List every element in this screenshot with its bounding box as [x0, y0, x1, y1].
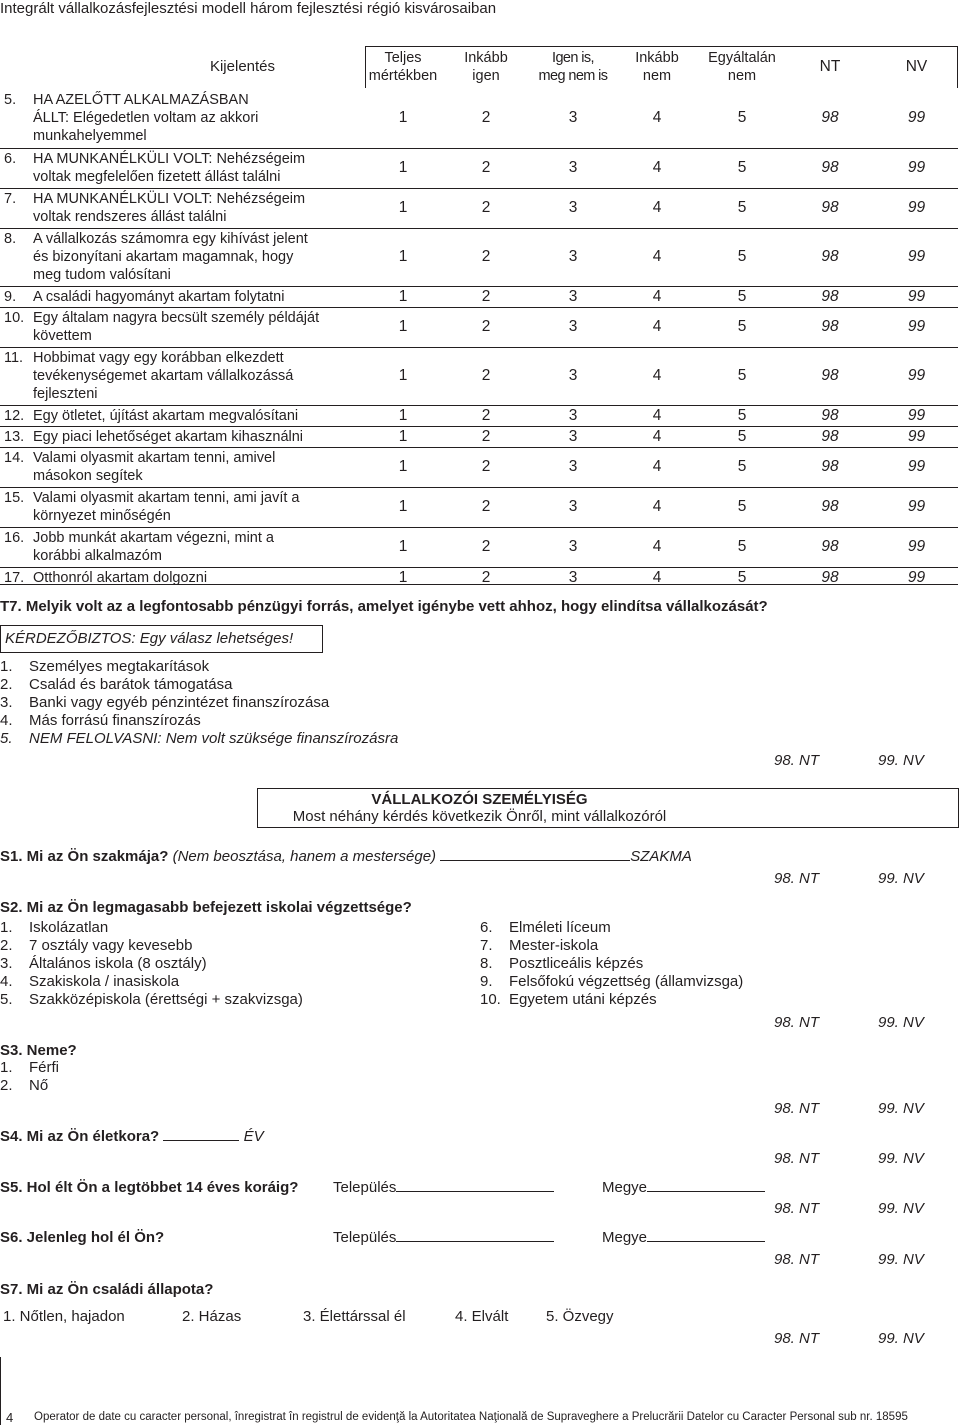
scale-option-5[interactable]: 5 [737, 108, 747, 126]
scale-option-7[interactable]: 99 [907, 318, 926, 335]
scale-option-4[interactable]: 4 [652, 538, 662, 555]
header-col-1: Teljes mértékben [368, 50, 438, 84]
option-label: Elméleti líceum [509, 919, 611, 936]
s6-question: S6. Jelenleg hol él Ön? [0, 1229, 165, 1246]
option-number: 5. [0, 730, 13, 747]
page-header: Integrált vállalkozásfejlesztési modell három fejlesztési régió kisvárosaiban [0, 0, 497, 17]
s7-option-2[interactable]: 2. Házas [182, 1308, 242, 1325]
scale-option-2[interactable]: 2 [481, 159, 491, 176]
header-col-3: Igen is, meg nem is [538, 50, 608, 84]
option-number: 8. [480, 955, 493, 972]
option-item[interactable] [480, 973, 743, 991]
option-number: 10. [480, 991, 501, 1008]
s7-nt: 98. NT [774, 1330, 820, 1347]
s4-question: S4. Mi az Ön életkora? ÉV [0, 1128, 264, 1145]
scale-option-2[interactable]: 2 [481, 108, 491, 126]
header-statement: Kijelentés [209, 58, 276, 75]
scale-option-4[interactable]: 4 [652, 568, 662, 586]
section-subtitle: Most néhány kérdés következik Önről, mint vállalkozóról [292, 808, 667, 825]
scale-option-2[interactable]: 2 [481, 538, 491, 555]
row-text-line: HA MUNKANÉLKÜLI VOLT: Nehézségeim [33, 191, 306, 207]
option-number: 7. [480, 937, 493, 954]
scale-option-1[interactable]: 1 [398, 108, 408, 126]
option-number: 1. [0, 1059, 13, 1076]
header-nv: NV [905, 58, 928, 75]
scale-option-3[interactable]: 3 [568, 159, 578, 176]
scale-option-1[interactable]: 1 [398, 568, 408, 586]
scale-option-4[interactable]: 4 [652, 248, 662, 265]
footer-side-rule [0, 1357, 1, 1425]
s2-options-right [480, 919, 743, 1009]
scale-option-2[interactable]: 2 [481, 498, 491, 515]
option-label: Általános iskola (8 osztály) [29, 955, 207, 972]
s7-option-1[interactable]: 1. Nőtlen, hajadon [3, 1308, 125, 1325]
t7-nt: 98. NT [774, 752, 820, 769]
option-item[interactable] [0, 658, 398, 676]
option-number: 2. [0, 937, 13, 954]
scale-option-5[interactable]: 5 [737, 498, 747, 515]
scale-option-7[interactable]: 99 [907, 458, 926, 475]
scale-option-4[interactable]: 4 [652, 199, 662, 216]
scale-option-2[interactable]: 2 [481, 199, 491, 216]
row-text-line: Egy piaci lehetőséget akartam kihasználni [33, 428, 304, 445]
s3-nt: 98. NT [774, 1100, 820, 1117]
row-number: 14. [4, 450, 25, 466]
scale-option-1[interactable]: 1 [398, 287, 408, 305]
scale-option-2[interactable]: 2 [481, 568, 491, 586]
scale-option-3[interactable]: 3 [568, 427, 578, 445]
table-bottom-rule [0, 584, 958, 585]
row-text-line: voltak megfelelően fizetett állást találni [33, 169, 281, 185]
row-number: 13. [4, 428, 25, 445]
scale-option-2[interactable]: 2 [481, 318, 491, 335]
scale-option-2[interactable]: 2 [481, 458, 491, 475]
row-statement [0, 286, 365, 307]
row-text-line: voltak rendszeres állást találni [33, 209, 227, 225]
scale-option-6[interactable]: 98 [821, 287, 839, 305]
scale-option-3[interactable]: 3 [568, 248, 578, 265]
row-statement [0, 527, 365, 567]
option-label: Család és barátok támogatása [29, 676, 233, 693]
option-label: Egyetem utáni képzés [509, 991, 657, 1008]
scale-option-6[interactable]: 98 [821, 199, 839, 216]
s3-nv: 99. NV [878, 1100, 924, 1117]
row-text-line: Valami olyasmit akartam tenni, ami javít a [33, 490, 300, 506]
option-item[interactable] [480, 991, 743, 1009]
table-row [0, 527, 958, 567]
scale-option-3[interactable]: 3 [568, 287, 578, 305]
row-text [33, 309, 328, 345]
option-item[interactable] [0, 694, 398, 712]
row-statement [0, 405, 365, 426]
scale-option-7[interactable]: 99 [907, 108, 926, 126]
scale-option-5[interactable]: 5 [737, 538, 747, 555]
row-number: 6. [4, 151, 17, 167]
row-text-line: fejleszteni [33, 386, 98, 402]
scale-option-6[interactable]: 98 [821, 538, 839, 555]
scale-option-6[interactable]: 98 [821, 406, 839, 424]
row-text-line: HA MUNKANÉLKÜLI VOLT: Nehézségeim [33, 151, 306, 167]
likert-table [0, 46, 958, 588]
s1-question: S1. Mi az Ön szakmája? (Nem beosztása, hanem a mestersége) SZAKMA [0, 848, 692, 865]
scale-option-4[interactable]: 4 [652, 406, 662, 424]
s5-field2-line[interactable] [647, 1191, 765, 1192]
row-text-line: Egy ötletet, újítást akartam megvalósítani [33, 407, 299, 424]
row-text [33, 288, 328, 306]
option-label: Posztliceális képzés [509, 955, 644, 972]
option-number: 3. [0, 694, 13, 711]
scale-option-4[interactable]: 4 [652, 427, 662, 445]
s3-options [0, 1059, 59, 1095]
row-statement [0, 228, 365, 286]
scale-option-5[interactable]: 5 [737, 287, 747, 305]
s6-field2-line[interactable] [647, 1241, 765, 1242]
row-text-line: Egy általam nagyra becsült személy példáját [33, 310, 320, 326]
row-text [33, 529, 328, 565]
s7-nv: 99. NV [878, 1330, 924, 1347]
row-number: 12. [4, 407, 25, 424]
row-text [33, 91, 328, 145]
scale-option-7[interactable]: 99 [907, 406, 926, 424]
s7-option-3[interactable]: 3. Élettárssal él [303, 1308, 406, 1325]
option-item[interactable] [0, 919, 303, 937]
scale-option-1[interactable]: 1 [398, 318, 408, 335]
option-label: Felsőfokú végzettség (államvizsga) [509, 973, 744, 990]
scale-option-2[interactable]: 2 [481, 367, 491, 384]
row-text-line: környezet minőségén [33, 508, 171, 524]
row-text-line: meg tudom valósítani [33, 267, 171, 283]
option-number: 4. [0, 712, 13, 729]
scale-option-3[interactable]: 3 [568, 367, 578, 384]
scale-option-7[interactable]: 99 [907, 427, 926, 445]
row-number: 15. [4, 490, 25, 506]
t7-question: T7. Melyik volt az a legfontosabb pénzügyi forrás, amelyet igénybe vett ahhoz, hogy elindítsa vállalkozását? [0, 598, 768, 615]
option-label: NEM FELOLVASNI: Nem volt szüksége finanszírozásra [29, 730, 399, 747]
scale-option-7[interactable]: 99 [907, 287, 926, 305]
scale-option-4[interactable]: 4 [652, 287, 662, 305]
scale-option-6[interactable]: 98 [821, 427, 839, 445]
option-number: 6. [480, 919, 493, 936]
row-number: 7. [4, 191, 17, 207]
s4-nt: 98. NT [774, 1150, 820, 1167]
row-statement [0, 426, 365, 447]
table-row [0, 405, 958, 426]
table-header-divider [365, 46, 366, 88]
scale-option-5[interactable]: 5 [737, 159, 747, 176]
footer-text: Operator de date cu caracter personal, înregistrat în registrul de evidenţă la Autoritatea Naţională de Supraveghere a Prelucrării Datelor cu Caracter Personal sub nr. 18595 [34, 1411, 908, 1423]
scale-option-5[interactable]: 5 [737, 427, 747, 445]
t7-instruction: KÉRDEZŐBIZTOS: Egy válasz lehetséges! [5, 630, 294, 647]
s5-nv: 99. NV [878, 1200, 924, 1217]
s5-field2: Megye [602, 1179, 765, 1196]
row-number: 16. [4, 530, 25, 546]
row-text [33, 230, 328, 284]
row-text [33, 428, 328, 446]
scale-option-3[interactable]: 3 [568, 199, 578, 216]
table-row [0, 307, 958, 347]
scale-option-5[interactable]: 5 [737, 406, 747, 424]
scale-option-7[interactable]: 99 [907, 199, 926, 216]
table-top-rule [365, 46, 958, 47]
s2-nv: 99. NV [878, 1014, 924, 1031]
scale-option-4[interactable]: 4 [652, 159, 662, 176]
table-row [0, 148, 958, 188]
s7-option-5[interactable]: 5. Özvegy [546, 1308, 614, 1325]
row-text [33, 349, 328, 403]
row-text [33, 407, 328, 425]
row-statement [0, 447, 365, 487]
table-row [0, 447, 958, 487]
row-number: 11. [4, 350, 24, 366]
table-header-row [0, 46, 958, 88]
row-statement [0, 487, 365, 527]
option-label: Szakközépiskola (érettségi + szakvizsga) [29, 991, 303, 1008]
option-item[interactable] [0, 676, 398, 694]
option-item[interactable] [0, 991, 303, 1009]
s7-option-4[interactable]: 4. Elvált [455, 1308, 509, 1325]
row-text [33, 449, 328, 485]
option-label: Férfi [29, 1059, 59, 1076]
option-label: Mester-iskola [509, 937, 599, 954]
scale-option-7[interactable]: 99 [907, 498, 926, 515]
row-number: 8. [4, 231, 17, 247]
s4-answer-line[interactable] [163, 1140, 239, 1141]
s2-question: S2. Mi az Ön legmagasabb befejezett iskolai végzettsége? [0, 899, 412, 916]
row-statement [0, 88, 365, 148]
row-number: 9. [4, 288, 17, 305]
row-text-line: ÁLLT: Elégedetlen voltam az akkori [33, 109, 259, 126]
scale-option-6[interactable]: 98 [821, 108, 839, 126]
s1-nv: 99. NV [878, 870, 924, 887]
s5-question: S5. Hol élt Ön a legtöbbet 14 éves koráig? [0, 1179, 299, 1196]
s5-nt: 98. NT [774, 1200, 820, 1217]
table-row [0, 228, 958, 286]
scale-option-3[interactable]: 3 [568, 406, 578, 424]
scale-option-1[interactable]: 1 [398, 427, 408, 445]
s6-field2: Megye [602, 1229, 765, 1246]
option-item[interactable] [0, 1077, 59, 1095]
row-text-line: Valami olyasmit akartam tenni, amivel [33, 450, 276, 466]
row-text-line: Hobbimat vagy egy korábban elkezdett [33, 350, 284, 366]
s5-field1: Település [333, 1179, 554, 1196]
scale-option-6[interactable]: 98 [821, 318, 839, 335]
table-row [0, 487, 958, 527]
scale-option-3[interactable]: 3 [568, 498, 578, 515]
scale-option-3[interactable]: 3 [568, 568, 578, 586]
scale-option-4[interactable]: 4 [652, 318, 662, 335]
option-number: 4. [0, 973, 13, 990]
header-col-4: Inkább nem [635, 50, 679, 84]
scale-option-1[interactable]: 1 [398, 406, 408, 424]
table-row [0, 426, 958, 447]
row-text-line: tevékenységemet akartam vállalkozássá [33, 368, 294, 384]
scale-option-2[interactable]: 2 [481, 406, 491, 424]
s4-nv: 99. NV [878, 1150, 924, 1167]
scale-option-7[interactable]: 99 [907, 367, 926, 384]
row-text-line: A családi hagyományt akartam folytatni [33, 288, 285, 305]
option-number: 1. [0, 919, 13, 936]
section-title: VÁLLALKOZÓI SZEMÉLYISÉG [371, 791, 588, 808]
row-text [33, 150, 328, 186]
option-label: Személyes megtakarítások [29, 658, 210, 675]
option-item[interactable] [0, 1059, 59, 1077]
header-nt: NT [819, 58, 841, 75]
scale-option-7[interactable]: 99 [907, 248, 926, 265]
row-text-line: másokon segítek [33, 468, 143, 484]
option-item[interactable] [0, 730, 398, 748]
header-col-5: Egyáltalán nem [708, 50, 776, 84]
option-label: Banki vagy egyéb pénzintézet finanszírozása [29, 694, 330, 711]
option-label: Szakiskola / inasiskola [29, 973, 180, 990]
row-text-line: Otthonról akartam dolgozni [33, 569, 208, 586]
option-number: 9. [480, 973, 493, 990]
scale-option-5[interactable]: 5 [737, 367, 747, 384]
row-statement [0, 347, 365, 405]
row-statement [0, 188, 365, 228]
option-label: Más forrású finanszírozás [29, 712, 201, 729]
row-text-line: HA AZELŐTT ALKALMAZÁSBAN [33, 91, 249, 108]
s1-nt: 98. NT [774, 870, 820, 887]
row-text-line: Jobb munkát akartam végezni, mint a [33, 530, 274, 546]
scale-option-7[interactable]: 99 [907, 568, 926, 586]
table-row [0, 188, 958, 228]
t7-nv: 99. NV [878, 752, 924, 769]
row-text-line: A vállalkozás számomra egy kihívást jelent [33, 231, 308, 247]
scale-option-6[interactable]: 98 [821, 248, 839, 265]
scale-option-5[interactable]: 5 [737, 248, 747, 265]
scale-option-5[interactable]: 5 [737, 568, 747, 586]
option-item[interactable] [0, 712, 398, 730]
scale-option-5[interactable]: 5 [737, 199, 747, 216]
option-item[interactable] [0, 955, 303, 973]
scale-option-6[interactable]: 98 [821, 568, 839, 586]
s3-question: S3. Neme? [0, 1042, 77, 1059]
scale-option-1[interactable]: 1 [398, 498, 408, 515]
row-text-line: és bizonyítani akartam magamnak, hogy [33, 249, 294, 265]
scale-option-2[interactable]: 2 [481, 427, 491, 445]
table-right-rule [957, 46, 958, 88]
scale-option-4[interactable]: 4 [652, 108, 662, 126]
row-text [33, 489, 328, 525]
row-text [33, 190, 328, 226]
table-row [0, 88, 958, 148]
s7-question: S7. Mi az Ön családi állapota? [0, 1281, 214, 1298]
table-row [0, 286, 958, 307]
option-number: 5. [0, 991, 13, 1008]
t7-options [0, 658, 398, 748]
row-statement [0, 148, 365, 188]
scale-option-1[interactable]: 1 [398, 367, 408, 384]
scale-option-5[interactable]: 5 [737, 458, 747, 475]
page-number: 4 [6, 1410, 14, 1425]
s5-field1-line[interactable] [396, 1191, 554, 1192]
row-number: 10. [4, 310, 25, 326]
option-item[interactable] [480, 955, 743, 973]
option-label: Nő [29, 1077, 49, 1094]
s6-nt: 98. NT [774, 1251, 820, 1268]
option-number: 2. [0, 676, 13, 693]
row-statement [0, 307, 365, 347]
scale-option-2[interactable]: 2 [481, 287, 491, 305]
scale-option-3[interactable]: 3 [568, 538, 578, 555]
row-text-line: követtem [33, 328, 92, 344]
row-text-line: munkahelyemmel [33, 127, 147, 144]
scale-option-3[interactable]: 3 [568, 318, 578, 335]
scale-option-3[interactable]: 3 [568, 458, 578, 475]
s6-nv: 99. NV [878, 1251, 924, 1268]
scale-option-1[interactable]: 1 [398, 159, 408, 176]
scale-option-1[interactable]: 1 [398, 458, 408, 475]
s1-answer-line[interactable] [440, 860, 630, 861]
scale-option-6[interactable]: 98 [821, 159, 839, 176]
scale-option-6[interactable]: 98 [821, 458, 839, 475]
scale-option-5[interactable]: 5 [737, 318, 747, 335]
row-number: 5. [4, 91, 17, 108]
scale-option-2[interactable]: 2 [481, 248, 491, 265]
scale-option-1[interactable]: 1 [398, 538, 408, 555]
option-item[interactable] [480, 919, 743, 937]
scale-option-3[interactable]: 3 [568, 108, 578, 126]
scale-option-7[interactable]: 99 [907, 159, 926, 176]
row-number: 17. [4, 569, 25, 586]
option-number: 3. [0, 955, 13, 972]
table-row [0, 347, 958, 405]
scale-option-1[interactable]: 1 [398, 248, 408, 265]
scale-option-4[interactable]: 4 [652, 498, 662, 515]
s6-field1-line[interactable] [396, 1241, 554, 1242]
scale-option-1[interactable]: 1 [398, 199, 408, 216]
scale-option-4[interactable]: 4 [652, 367, 662, 384]
option-item[interactable] [0, 937, 303, 955]
header-col-2: Inkább igen [464, 50, 508, 84]
option-label: Iskolázatlan [29, 919, 109, 936]
s6-field1: Település [333, 1229, 554, 1246]
s2-nt: 98. NT [774, 1014, 820, 1031]
option-item[interactable] [0, 973, 303, 991]
option-label: 7 osztály vagy kevesebb [29, 937, 193, 954]
row-text-line: korábbi alkalmazóm [33, 548, 162, 564]
scale-option-4[interactable]: 4 [652, 458, 662, 475]
option-item[interactable] [480, 937, 743, 955]
scale-option-7[interactable]: 99 [907, 538, 926, 555]
scale-option-6[interactable]: 98 [821, 367, 839, 384]
scale-option-6[interactable]: 98 [821, 498, 839, 515]
s2-options-left [0, 919, 303, 1009]
option-number: 1. [0, 658, 13, 675]
option-number: 2. [0, 1077, 13, 1094]
